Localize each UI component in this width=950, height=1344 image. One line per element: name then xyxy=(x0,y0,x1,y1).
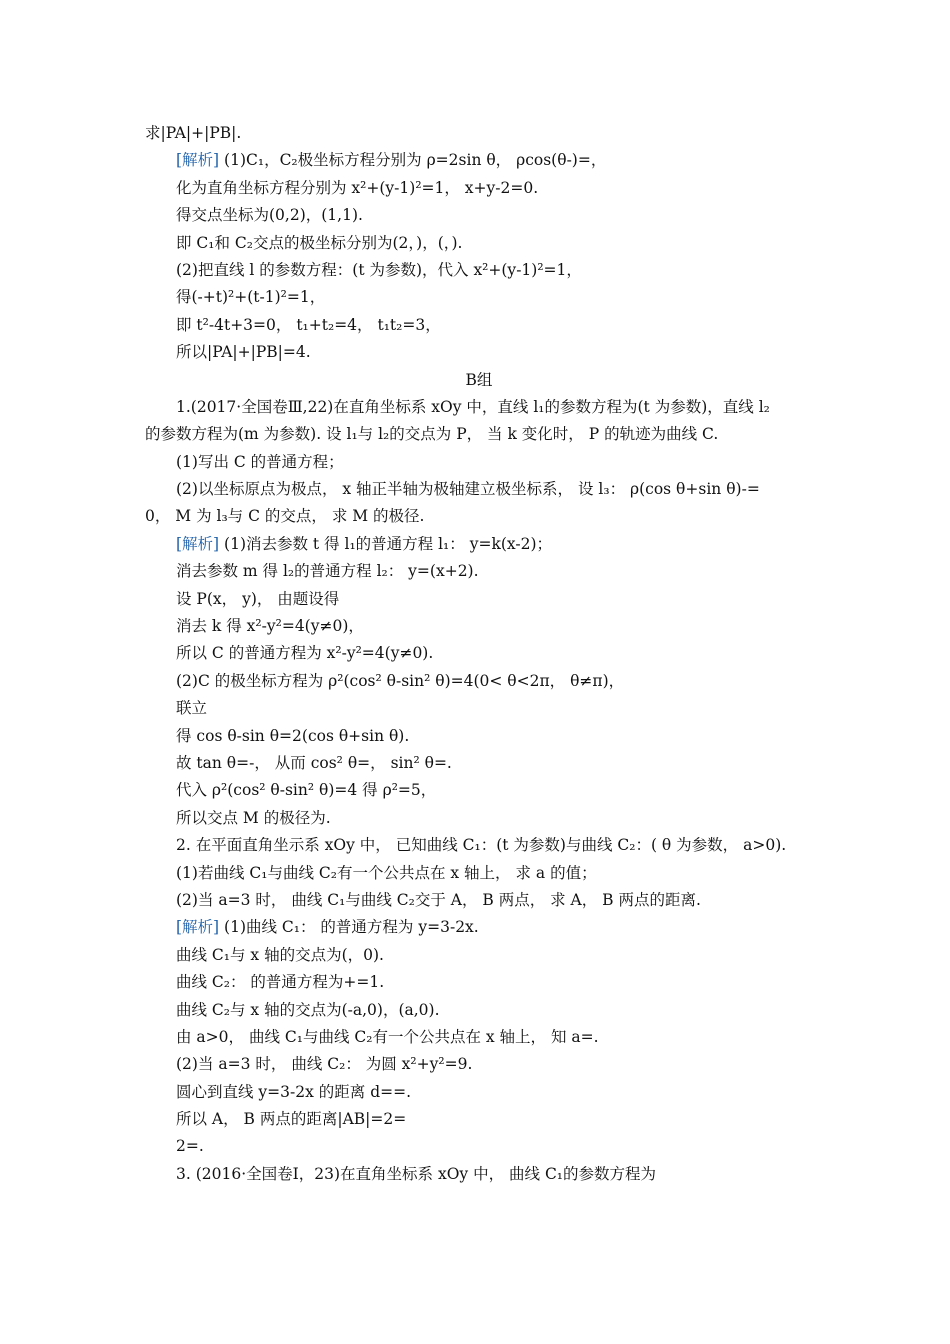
text-line xyxy=(145,531,813,558)
line-text: (1)写出 C 的普通方程； xyxy=(176,452,344,471)
line-text: (1)C₁，C₂极坐标方程分别为 ρ=2sin θ， ρcos(θ-)=， xyxy=(219,151,607,170)
line-text: 设 P(x， y)， 由题设得 xyxy=(176,589,340,608)
line-text: 得(-+t)²+(t-1)²=1， xyxy=(176,288,326,307)
line-text: 曲线 C₁与 x 轴的交点为(，0). xyxy=(176,945,384,964)
line-text: 2. 在平面直角坐示系 xOy 中， 已知曲线 C₁：(t 为参数)与曲线 C₂：( θ 为参数， a>0). xyxy=(176,836,787,855)
text-line xyxy=(145,476,813,503)
text-line xyxy=(145,723,813,750)
text-line xyxy=(145,586,813,613)
text-line xyxy=(145,1133,813,1160)
text-line xyxy=(145,1106,813,1133)
text-line xyxy=(145,230,813,257)
text-line xyxy=(145,120,813,147)
line-text: 联立 xyxy=(176,699,208,718)
text-line xyxy=(145,640,813,667)
line-text: 3. (2016·全国卷Ⅰ，23)在直角坐标系 xOy 中， 曲线 C₁的参数方程为 xyxy=(176,1164,657,1183)
line-text: (2)C 的极坐标方程为 ρ²(cos² θ-sin² θ)=4(0< θ<2π， θ≠π)， xyxy=(176,671,625,690)
line-text: 0， M 为 l₃与 C 的交点， 求 M 的极径. xyxy=(145,507,425,526)
line-text: 曲线 C₂与 x 轴的交点为(-a,0)，(a,0). xyxy=(176,1000,440,1019)
text-line xyxy=(145,1024,813,1051)
text-line xyxy=(145,942,813,969)
line-text: 得交点坐标为(0,2)，(1,1). xyxy=(176,206,363,225)
line-text: 化为直角坐标方程分别为 x²+(y-1)²=1， x+y-2=0. xyxy=(176,178,539,197)
text-line xyxy=(145,1079,813,1106)
text-line xyxy=(145,860,813,887)
line-text: 曲线 C₂： 的普通方程为+=1. xyxy=(176,973,385,992)
text-line xyxy=(145,312,813,339)
text-line xyxy=(145,147,813,174)
line-text: 所以 A， B 两点的距离|AB|=2= xyxy=(176,1110,407,1129)
line-text: 即 C₁和 C₂交点的极坐标分别为(2，)，(，). xyxy=(176,233,463,252)
text-line xyxy=(145,1051,813,1078)
line-text: (2)当 a=3 时， 曲线 C₁与曲线 C₂交于 A， B 两点， 求 A， B 两点的距离. xyxy=(176,890,701,909)
analysis-tag: [解析] xyxy=(176,534,220,553)
text-line xyxy=(145,394,813,421)
text-line xyxy=(145,997,813,1024)
line-text: 所以交点 M 的极径为. xyxy=(176,808,331,827)
line-text: 消去 k 得 x²-y²=4(y≠0)， xyxy=(176,617,364,636)
text-line xyxy=(145,503,813,530)
line-text: (2)当 a=3 时， 曲线 C₂： 为圆 x²+y²=9. xyxy=(176,1055,473,1074)
text-line xyxy=(145,832,813,859)
line-text: 求|PA|+|PB|. xyxy=(145,124,242,142)
line-text: (2)把直线 l 的参数方程：(t 为参数)，代入 x²+(y-1)²=1， xyxy=(176,260,582,279)
text-line xyxy=(145,613,813,640)
line-text: 代入 ρ²(cos² θ-sin² θ)=4 得 ρ²=5， xyxy=(176,781,437,800)
line-text: 得 cos θ-sin θ=2(cos θ+sin θ). xyxy=(176,726,410,745)
line-text: 由 a>0， 曲线 C₁与曲线 C₂有一个公共点在 x 轴上， 知 a=. xyxy=(176,1027,599,1046)
line-text: (1)曲线 C₁： 的普通方程为 y=3-2x. xyxy=(219,918,479,937)
text-line xyxy=(145,339,813,366)
text-line xyxy=(145,914,813,941)
text-line xyxy=(145,421,813,448)
line-text: 所以 C 的普通方程为 x²-y²=4(y≠0). xyxy=(176,644,434,663)
text-line xyxy=(145,449,813,476)
text-line xyxy=(145,175,813,202)
line-text: 圆心到直线 y=3-2x 的距离 d==. xyxy=(176,1082,412,1101)
text-line xyxy=(145,257,813,284)
analysis-tag: [解析] xyxy=(176,918,220,937)
text-line xyxy=(145,1161,813,1188)
line-text: (1)消去参数 t 得 l₁的普通方程 l₁： y=k(x-2)； xyxy=(219,534,552,553)
line-text: 消去参数 m 得 l₂的普通方程 l₂： y=(x+2). xyxy=(176,562,479,581)
line-text: 2=. xyxy=(176,1137,204,1156)
section-heading xyxy=(145,367,813,394)
line-text: (1)若曲线 C₁与曲线 C₂有一个公共点在 x 轴上， 求 a 的值； xyxy=(176,863,597,882)
text-line xyxy=(145,805,813,832)
line-text: 所以|PA|+|PB|=4. xyxy=(176,343,311,362)
line-text: 故 tan θ=-， 从而 cos² θ=， sin² θ=. xyxy=(176,753,452,772)
line-text: B组 xyxy=(465,370,493,389)
text-line xyxy=(145,969,813,996)
line-text: 的参数方程为(m 为参数). 设 l₁与 l₂的交点为 P， 当 k 变化时， P 的轨迹为曲线 C. xyxy=(145,425,719,444)
text-line xyxy=(145,558,813,585)
text-line xyxy=(145,202,813,229)
text-line xyxy=(145,887,813,914)
line-text: 即 t²-4t+3=0， t₁+t₂=4， t₁t₂=3， xyxy=(176,315,441,334)
text-line xyxy=(145,284,813,311)
text-line xyxy=(145,777,813,804)
text-line xyxy=(145,668,813,695)
text-line xyxy=(145,750,813,777)
line-text: (2)以坐标原点为极点， x 轴正半轴为极轴建立极坐标系， 设 l₃： ρ(cos θ+sin θ)-= xyxy=(176,480,760,499)
document-body xyxy=(145,120,813,1188)
line-text: 1.(2017·全国卷Ⅲ,22)在直角坐标系 xOy 中，直线 l₁的参数方程为(t 为参数)，直线 l₂ xyxy=(176,397,770,416)
analysis-tag: [解析] xyxy=(176,151,220,170)
text-line xyxy=(145,695,813,722)
